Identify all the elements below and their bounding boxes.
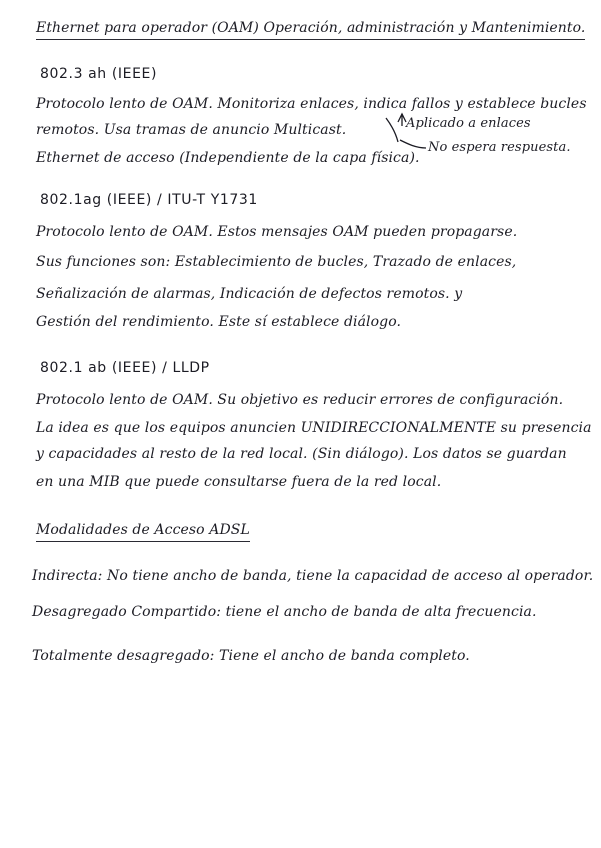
section-1-note-no-response: No espera respuesta.: [428, 140, 571, 155]
section-3-standard: 802.1 ab (IEEE) / LLDP: [40, 360, 210, 376]
section-2-line-2: Sus funciones son: Establecimiento de bucles, Trazado de enlaces,: [36, 254, 517, 270]
section-3-line-2: La idea es que los equipos anuncien UNIDIRECCIONALMENTE su presencia: [36, 420, 592, 436]
section-3-line-4: en una MIB que puede consultarse fuera de la red local.: [36, 474, 442, 490]
section-3-line-3: y capacidades al resto de la red local. (Sin diálogo). Los datos se guardan: [36, 446, 567, 462]
section-2-line-4: Gestión del rendimiento. Este sí establece diálogo.: [36, 314, 402, 330]
section-3-line-1: Protocolo lento de OAM. Su objetivo es reducir errores de configuración.: [36, 392, 564, 408]
section-1-line-1: Protocolo lento de OAM. Monitoriza enlaces, indica fallos y establece bucles: [36, 96, 587, 112]
adsl-item-indirect: Indirecta: No tiene ancho de banda, tiene la capacidad de acceso al operador.: [32, 568, 594, 584]
section-2-line-1: Protocolo lento de OAM. Estos mensajes OAM pueden propagarse.: [36, 224, 518, 240]
section-2-standard: 802.1ag (IEEE) / ITU-T Y1731: [40, 192, 258, 208]
section-2-line-3: Señalización de alarmas, Indicación de defectos remotos. y: [36, 286, 463, 302]
adsl-heading: Modalidades de Acceso ADSL: [36, 520, 250, 542]
section-1-line-3: Ethernet de acceso (Independiente de la capa física).: [36, 150, 420, 166]
section-1-note-applied: Aplicado a enlaces: [406, 116, 531, 131]
note-arrow-icon: [398, 136, 428, 156]
adsl-item-full: Totalmente desagregado: Tiene el ancho de banda completo.: [32, 648, 470, 664]
adsl-item-shared: Desagregado Compartido: tiene el ancho de banda de alta frecuencia.: [32, 604, 537, 620]
section-1-standard: 802.3 ah (IEEE): [40, 66, 158, 82]
page-title: Ethernet para operador (OAM) Operación, administración y Mantenimiento.: [36, 18, 585, 40]
section-1-line-2: remotos. Usa tramas de anuncio Multicast.: [36, 122, 347, 138]
